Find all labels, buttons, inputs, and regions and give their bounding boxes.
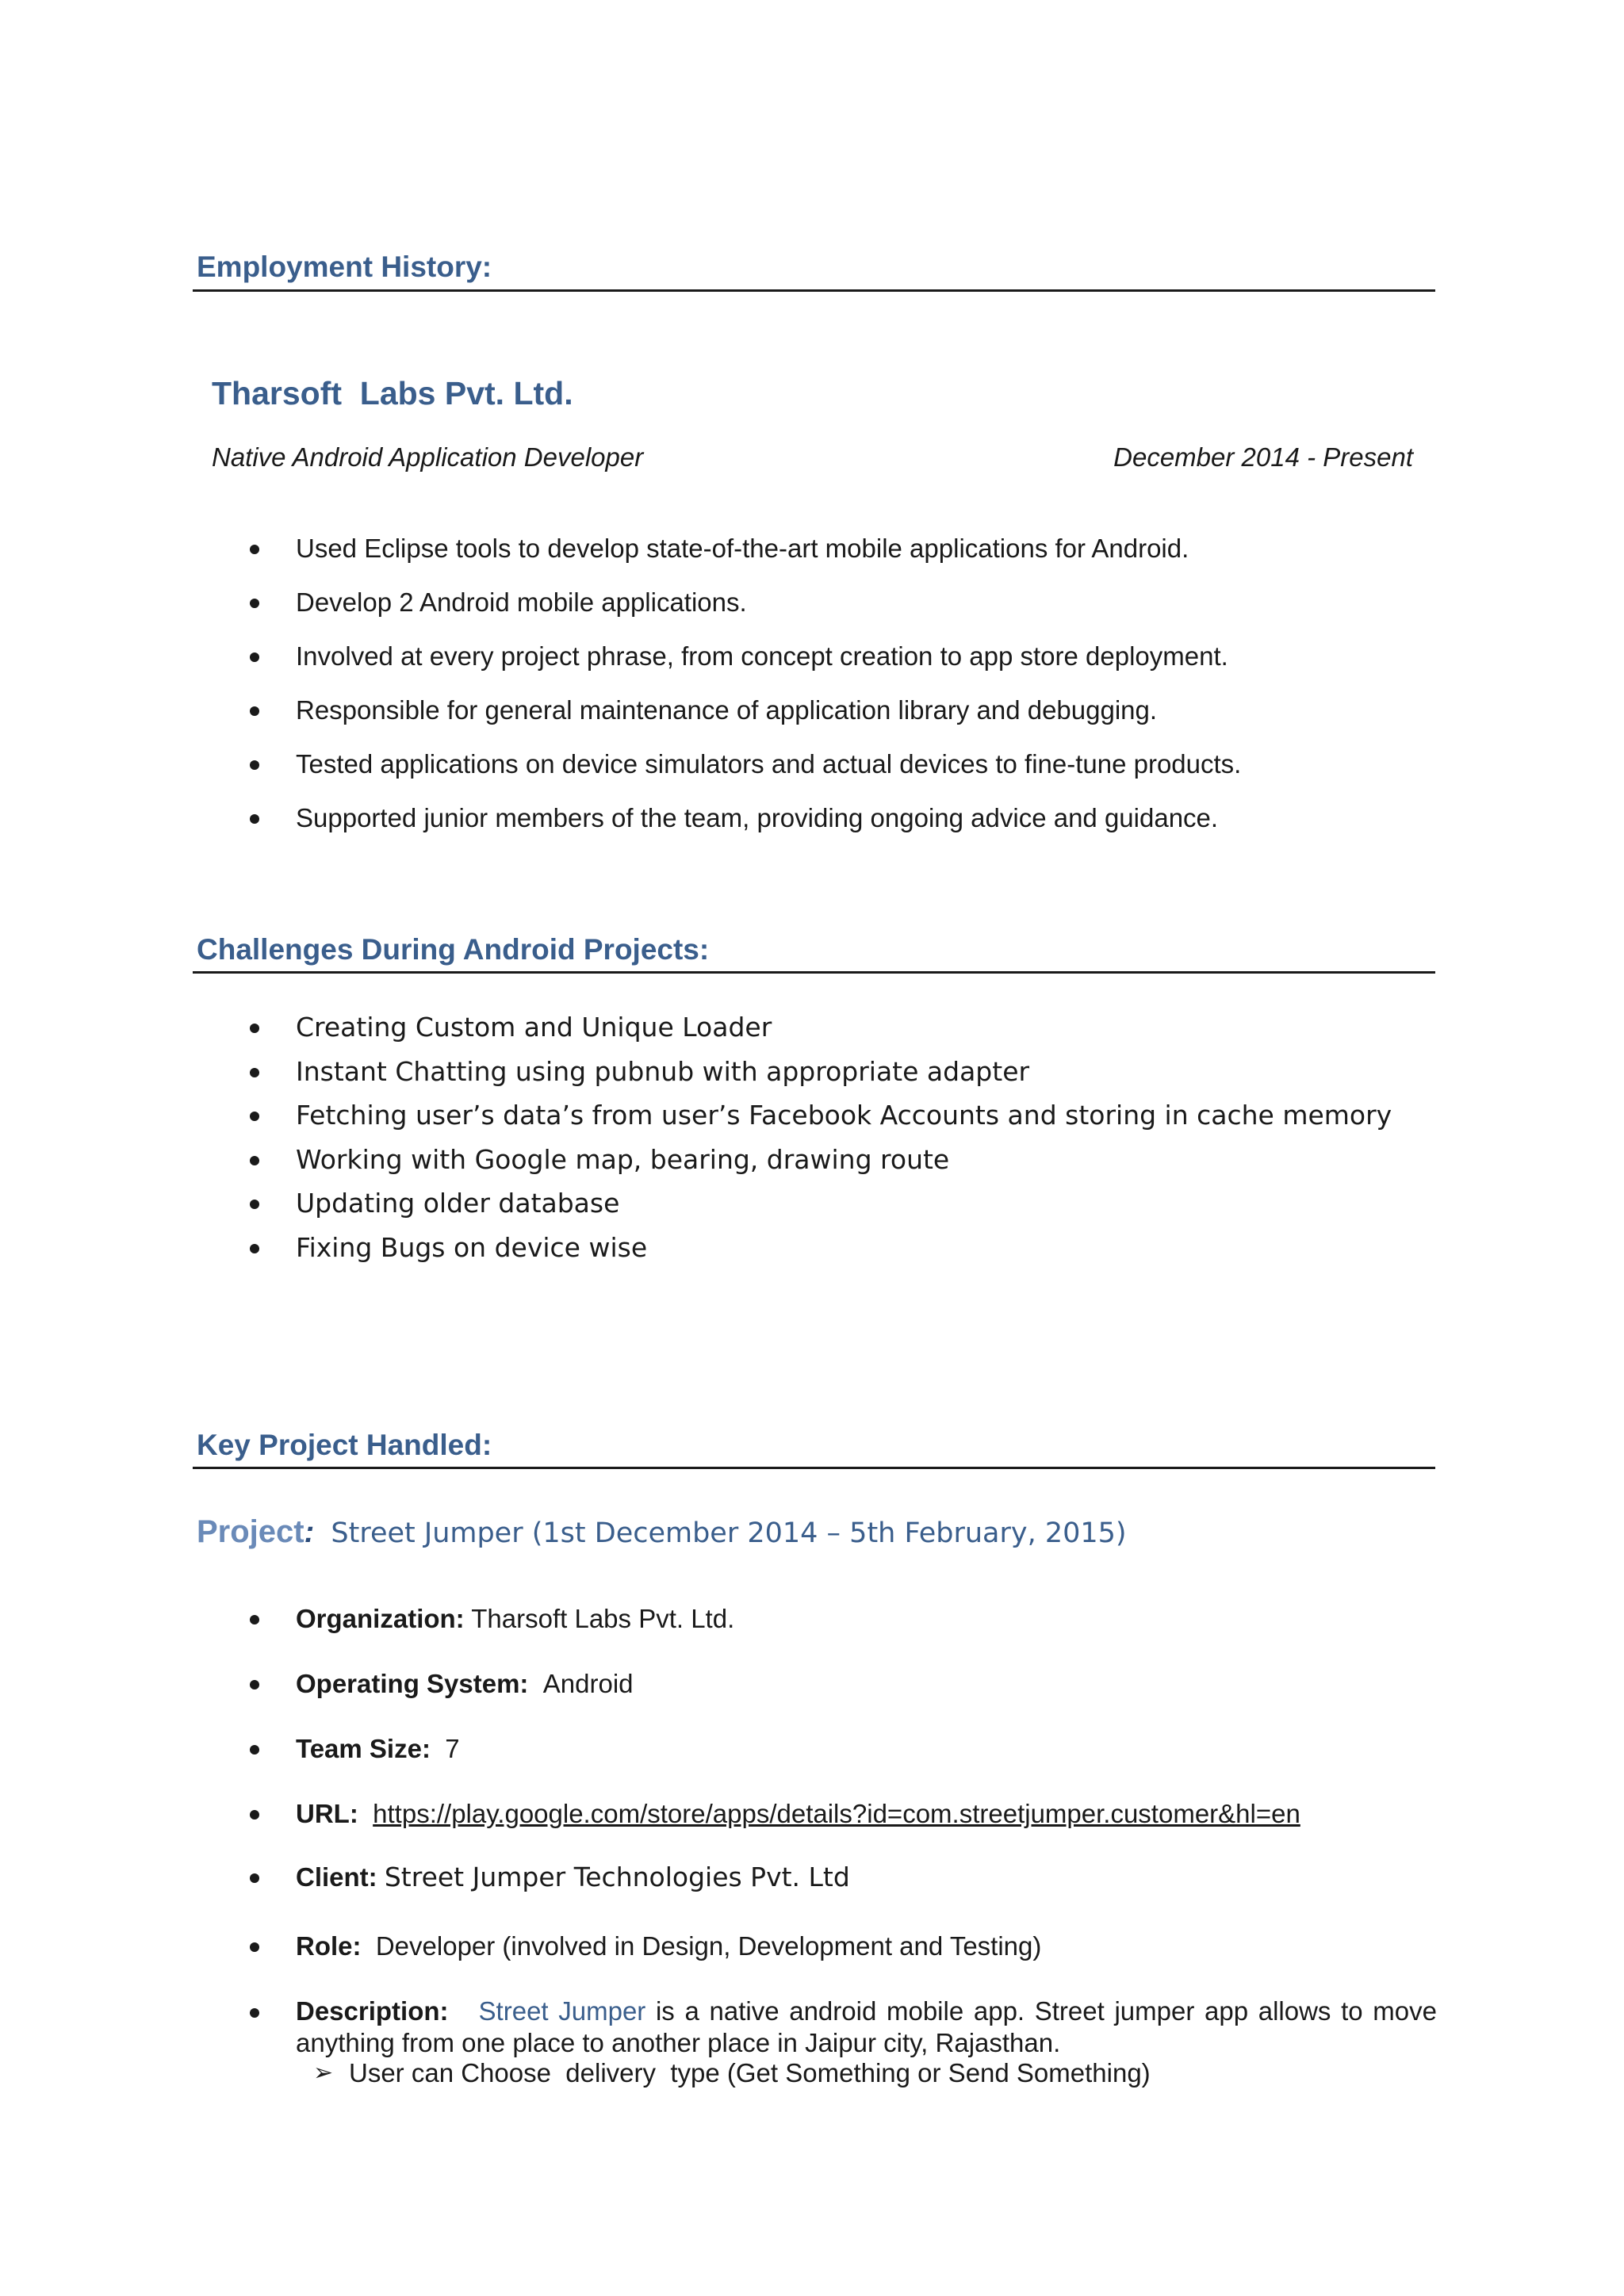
list-item (247, 1602, 1437, 1667)
list-item: Involved at every project phrase, from concept creation to app store deployment. (296, 641, 1228, 671)
section-divider (193, 971, 1435, 974)
job-title: Native Android Application Developer (212, 442, 644, 472)
section-divider (193, 1467, 1435, 1469)
list-item (247, 1667, 1437, 1732)
list-item: Responsible for general maintenance of application library and debugging. (296, 695, 1158, 725)
duties-list (247, 532, 1437, 855)
project-colon: : (304, 1516, 315, 1549)
list-item (247, 1861, 1437, 1930)
url-label: URL: (296, 1799, 358, 1828)
project-title (197, 1511, 1127, 1554)
client-value: Street Jumper Technologies Pvt. Ltd (384, 1862, 850, 1892)
os-label: Operating System: (296, 1669, 529, 1698)
list-item: Used Eclipse tools to develop state-of-the-art mobile applications for Android. (296, 534, 1189, 563)
list-item: Working with Google map, bearing, drawing route (296, 1143, 950, 1175)
list-item: Supported junior members of the team, providing ongoing advice and guidance. (296, 803, 1219, 832)
list-item: Updating older database (296, 1188, 620, 1219)
list-item (247, 1930, 1437, 1996)
organization-label: Organization: (296, 1604, 465, 1633)
list-item: Instant Chatting using pubnub with appropriate adapter (296, 1055, 1030, 1087)
arrow-bullet-icon: ➢ (313, 2060, 334, 2086)
team-size-value: 7 (445, 1734, 460, 1763)
role-value: Developer (involved in Design, Development and Testing) (375, 1931, 1042, 1961)
sub-item-text: User can Choose delivery type (Get Something or Send Something) (349, 2058, 1151, 2087)
description-label: Description: (296, 1996, 449, 2026)
list-item: Fixing Bugs on device wise (296, 1231, 648, 1263)
company-name: Tharsoft Labs Pvt. Ltd. (212, 375, 573, 411)
project-label: Project (197, 1514, 304, 1549)
client-label: Client: (296, 1862, 377, 1892)
list-item: Fetching user’s data’s from user’s Facebook Accounts and storing in cache memory (296, 1100, 1392, 1131)
list-item: Develop 2 Android mobile applications. (296, 587, 747, 617)
section-divider (193, 289, 1435, 292)
list-item (247, 1732, 1437, 1797)
team-size-label: Team Size: (296, 1734, 431, 1763)
description-text: is a native android mobile app. Street jumper app allows to move anything from one place to another place in Jaipur city, Rajasthan. (296, 1996, 1437, 2057)
challenges-list (247, 1010, 1437, 1274)
list-item: Tested applications on device simulators and actual devices to fine-tune products. (296, 749, 1242, 779)
sub-list-item (313, 2057, 1151, 2090)
key-project-heading: Key Project Handled: (197, 1429, 492, 1461)
challenges-heading: Challenges During Android Projects: (197, 933, 710, 966)
list-item (247, 1996, 1437, 2062)
description-app-name: Street Jumper (478, 1996, 646, 2026)
project-name: Street Jumper (1st December 2014 – 5th February, 2015) (331, 1517, 1127, 1549)
job-period: December 2014 - Present (1113, 442, 1413, 472)
role-label: Role: (296, 1931, 362, 1961)
organization-value: Tharsoft Labs Pvt. Ltd. (471, 1604, 735, 1633)
list-item (247, 1797, 1437, 1861)
project-url-link[interactable]: https://play.google.com/store/apps/details?id=com.streetjumper.customer&hl=en (373, 1799, 1300, 1828)
list-item: Creating Custom and Unique Loader (296, 1012, 772, 1043)
os-value: Android (542, 1669, 634, 1698)
project-details-list (247, 1602, 1437, 2062)
employment-history-heading: Employment History: (197, 251, 492, 283)
